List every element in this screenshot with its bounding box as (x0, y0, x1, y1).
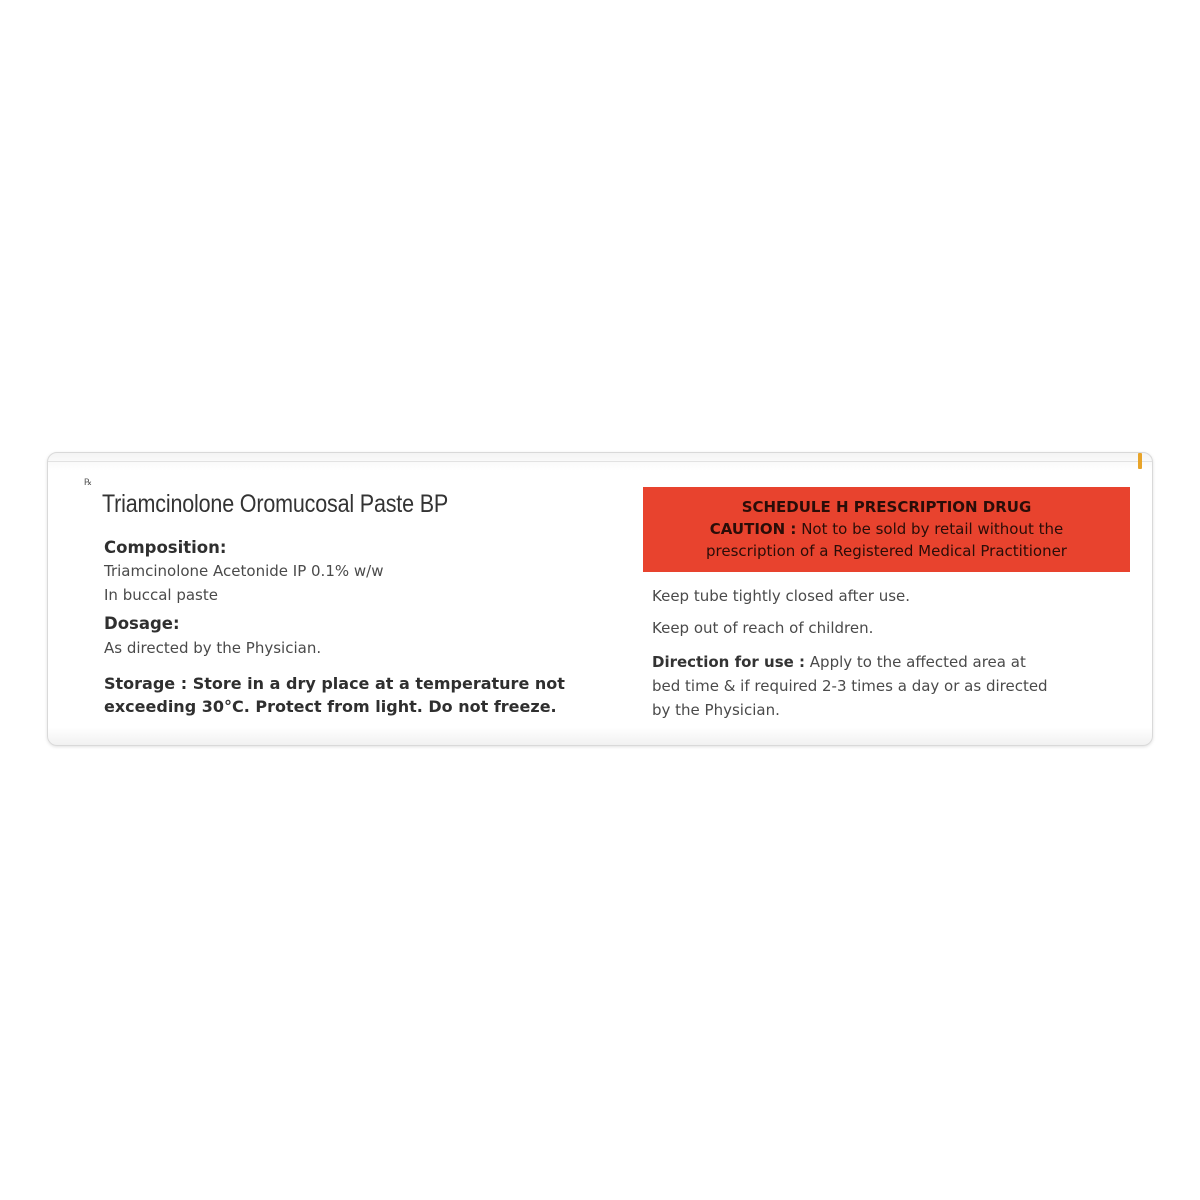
composition-line-1: Triamcinolone Acetonide IP 0.1% w/w (104, 562, 384, 580)
caution-title: SCHEDULE H PRESCRIPTION DRUG (741, 498, 1032, 516)
storage-line-2: exceeding 30°C. Protect from light. Do not freeze. (104, 697, 557, 716)
caution-label: CAUTION : (709, 520, 797, 538)
direction-line-2: bed time & if required 2-3 times a day or as directed (652, 677, 1048, 695)
caution-line-3: prescription of a Registered Medical Practitioner (706, 542, 1067, 560)
storage-line-1: Storage : Store in a dry place at a temperature not (104, 674, 565, 693)
rx-symbol: ℞ (84, 478, 93, 488)
direction-line-1 (652, 650, 1048, 674)
caution-line-2-text: Not to be sold by retail without the (796, 520, 1064, 538)
direction-line-3: by the Physician. (652, 701, 780, 719)
carton-flap-line (48, 461, 1152, 462)
dosage-text: As directed by the Physician. (104, 639, 322, 657)
dosage-heading: Dosage: (104, 614, 180, 633)
carton-edge-mark (1138, 453, 1142, 469)
direction-line-1-text: Apply to the affected area at (805, 653, 1026, 671)
caution-line-2 (643, 518, 1130, 540)
composition-line-2: In buccal paste (104, 586, 218, 604)
schedule-h-caution-box (643, 487, 1130, 572)
product-name: Triamcinolone Oromucosal Paste BP (102, 490, 449, 518)
storage-instructions (104, 672, 565, 718)
keep-closed-text: Keep tube tightly closed after use. (652, 587, 911, 605)
direction-label: Direction for use : (652, 653, 806, 671)
composition-heading: Composition: (104, 538, 227, 557)
direction-for-use (652, 650, 1048, 722)
keep-away-text: Keep out of reach of children. (652, 619, 874, 637)
